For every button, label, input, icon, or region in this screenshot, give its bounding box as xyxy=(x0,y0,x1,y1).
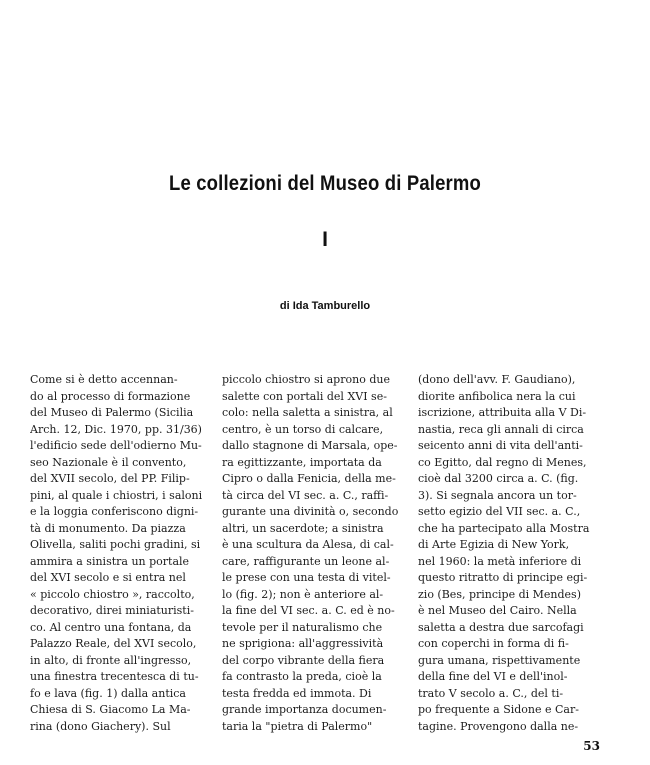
text-line: grande importanza documen- xyxy=(222,703,387,716)
text-line: saletta a destra due sarcofagi xyxy=(418,620,584,634)
text-line: zio (Bes, principe di Mendes) xyxy=(418,587,581,601)
text-line: setto egizio del VII sec. a. C., xyxy=(418,505,581,518)
text-line: tagine. Provengono dalla ne- xyxy=(418,719,579,733)
text-line: tà circa del VI sec. a. C., raffi- xyxy=(222,488,389,502)
text-line: nastia, reca gli annali di circa xyxy=(418,422,584,436)
article-title: Le collezioni del Museo di Palermo xyxy=(168,172,481,195)
text-line: Come si è detto accennan- xyxy=(30,373,178,386)
text-line: seicento anni di vita dell'anti- xyxy=(418,439,583,452)
article-author: di Ida Tamburello xyxy=(279,300,371,312)
text-column-2 xyxy=(222,372,404,735)
text-line: « piccolo chiostro », raccolto, xyxy=(30,587,195,601)
text-line: colo: nella saletta a sinistra, al xyxy=(222,406,393,419)
text-line: dallo stagnone di Marsala, ope- xyxy=(222,439,398,452)
text-line: tevole per il naturalismo che xyxy=(222,620,383,634)
text-line: in alto, di fronte all'ingresso, xyxy=(30,653,192,667)
text-line: decorativo, direi miniaturisti- xyxy=(30,604,194,617)
text-line: salette con portali del XVI se- xyxy=(222,389,387,403)
text-column-1 xyxy=(30,372,215,735)
text-line: co Egitto, dal regno di Menes, xyxy=(418,455,587,469)
text-line: centro, è un torso di calcare, xyxy=(222,422,384,436)
text-line: fa contrasto la preda, cioè la xyxy=(222,670,382,683)
text-line: altri, un sacerdote; a sinistra xyxy=(222,521,384,535)
text-line: tà di monumento. Da piazza xyxy=(30,521,186,535)
text-line: cioè dal 3200 circa a. C. (fig. xyxy=(418,472,579,485)
text-line: rina (dono Giachery). Sul xyxy=(30,719,171,733)
text-line: della fine del VI e dell'inol- xyxy=(418,670,568,683)
text-column-3 xyxy=(418,372,600,735)
text-line: piccolo chiostro si aprono due xyxy=(222,373,390,386)
text-line: iscrizione, attribuita alla V Di- xyxy=(418,406,587,419)
text-line: che ha partecipato alla Mostra xyxy=(418,521,590,535)
text-line: (dono dell'avv. F. Gaudiano), xyxy=(418,373,576,386)
text-line: ra egittizzante, importata da xyxy=(222,455,382,469)
text-line: Arch. 12, Dic. 1970, pp. 31/36) xyxy=(30,422,202,436)
text-line: trato V secolo a. C., del ti- xyxy=(418,686,564,700)
text-line: seo Nazionale è il convento, xyxy=(30,455,187,469)
text-line: do al processo di formazione xyxy=(30,389,191,403)
text-line: Chiesa di S. Giacomo La Ma- xyxy=(30,703,191,716)
text-line: ne sprigiona: all'aggressività xyxy=(222,637,384,650)
text-line: di Arte Egizia di New York, xyxy=(418,538,570,551)
text-line: diorite anfibolica nera la cui xyxy=(418,389,576,403)
text-line: nel 1960: la metà inferiore di xyxy=(418,554,582,568)
text-line: ammira a sinistra un portale xyxy=(30,554,190,568)
text-line: taria la "pietra di Palermo" xyxy=(222,719,373,733)
text-line: testa fredda ed immota. Di xyxy=(222,686,372,700)
text-line: lo (fig. 2); non è anteriore al- xyxy=(222,587,384,601)
text-line: pini, al quale i chiostri, i saloni xyxy=(30,488,203,502)
text-line: le prese con una testa di vitel- xyxy=(222,571,391,584)
text-line: una finestra trecentesca di tu- xyxy=(30,670,199,683)
text-line: Palazzo Reale, del XVI secolo, xyxy=(30,637,197,650)
text-line: del XVII secolo, del PP. Filip- xyxy=(30,472,190,485)
text-line: del XVI secolo e si entra nel xyxy=(30,571,186,584)
article-part-numeral: I xyxy=(322,228,328,251)
page-number: 53 xyxy=(583,739,600,753)
text-line: co. Al centro una fontana, da xyxy=(30,620,192,634)
text-line: del corpo vibrante della fiera xyxy=(222,653,385,667)
text-line: 3). Si segnala ancora un tor- xyxy=(418,488,577,502)
text-line: è una scultura da Alesa, di cal- xyxy=(222,538,394,551)
text-line: questo ritratto di principe egi- xyxy=(418,571,588,584)
text-line: gura umana, rispettivamente xyxy=(418,653,581,667)
text-line: Cipro o dalla Fenicia, della me- xyxy=(222,472,396,485)
text-line: gurante una divinità o, secondo xyxy=(222,505,399,518)
text-line: po frequente a Sidone e Car- xyxy=(418,703,579,716)
text-line: la fine del VI sec. a. C. ed è no- xyxy=(222,604,395,617)
text-line: è nel Museo del Cairo. Nella xyxy=(418,604,577,617)
text-line: con coperchi in forma di fi- xyxy=(418,637,569,650)
text-line: e la loggia conferiscono digni- xyxy=(30,505,199,518)
text-line: l'edificio sede dell'odierno Mu- xyxy=(30,439,202,452)
text-line: Olivella, saliti pochi gradini, si xyxy=(30,538,201,551)
text-line: fo e lava (fig. 1) dalla antica xyxy=(30,686,186,700)
text-line: care, raffigurante un leone al- xyxy=(222,554,390,568)
text-line: del Museo di Palermo (Sicilia xyxy=(30,406,194,419)
